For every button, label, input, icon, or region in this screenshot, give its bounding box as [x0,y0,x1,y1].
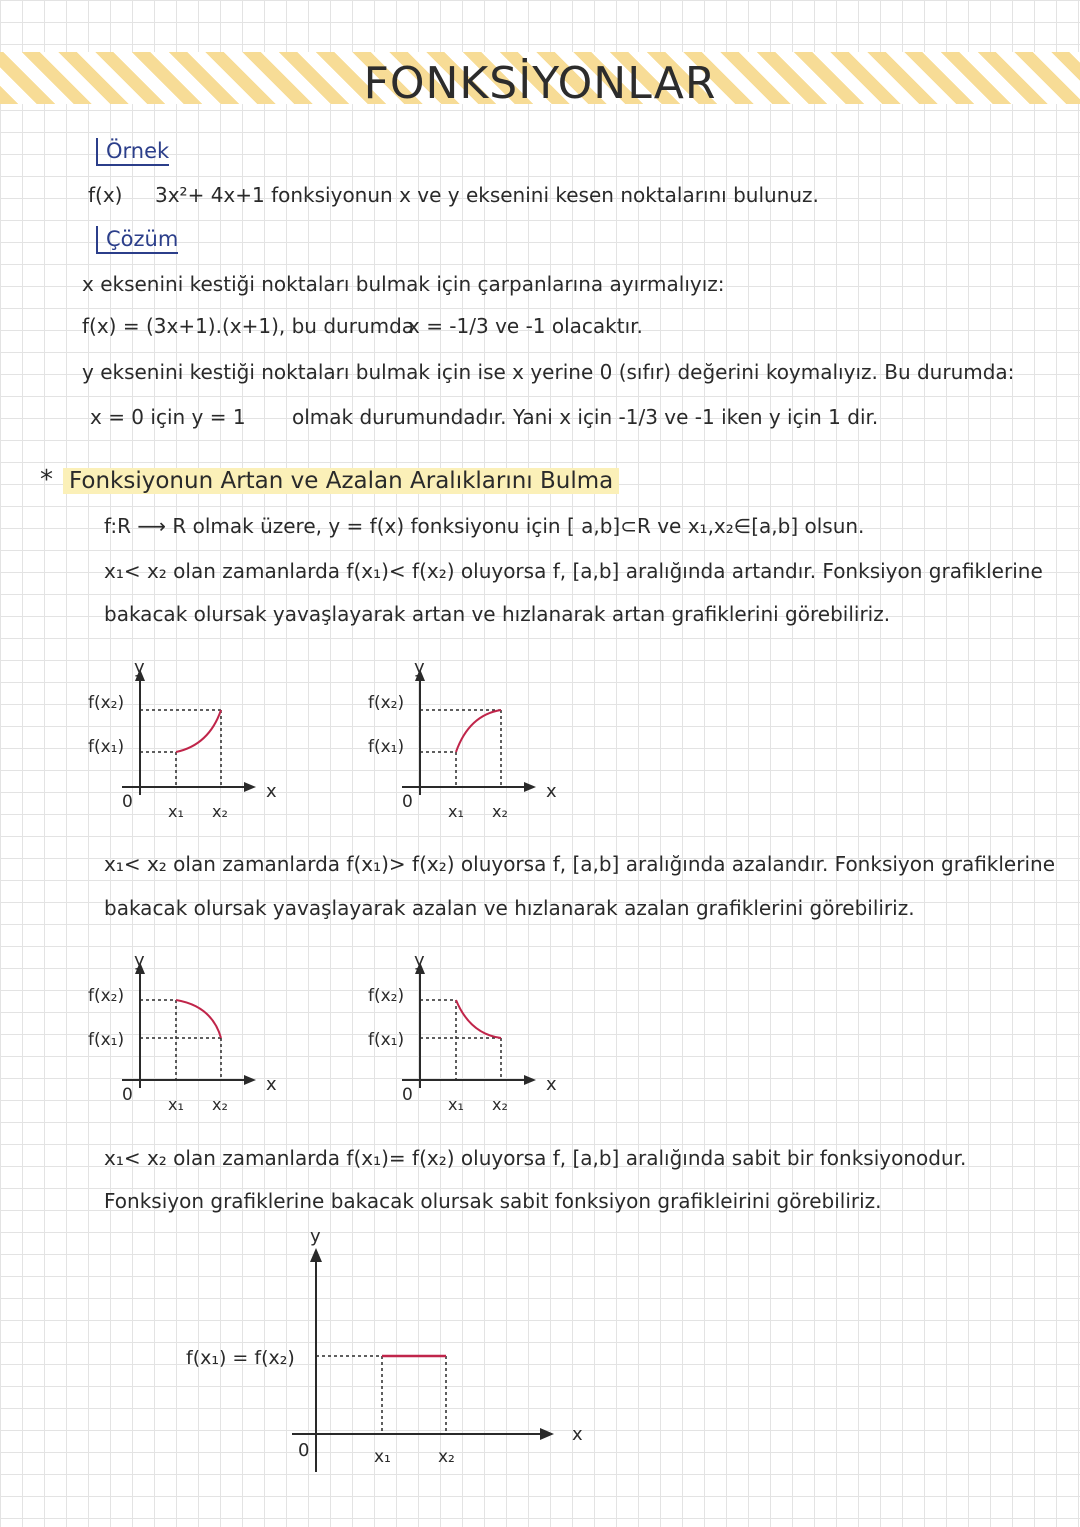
fx2-label: f(x₂) [88,693,125,713]
increasing-line-2: bakacak olursak yavaşlayarak artan ve hızlanarak artan grafiklerini görebiliriz. [104,602,891,626]
increasing-line-1: x₁< x₂ olan zamanlarda f(x₁)< f(x₂) oluyorsa f, [a,b] aralığında artandır. Fonksiyon grafiklerine [104,559,1043,583]
x-label: x [266,1074,277,1095]
y-arrow-icon [310,1248,322,1262]
fx2-label: f(x₂) [368,986,405,1006]
question-fx: f(x) [88,183,123,207]
definition-line: f:R ⟶ R olmak üzere, y = f(x) fonksiyonu için [ a,b]⊂R ve x₁,x₂∈[a,b] olsun. [104,514,865,538]
fx1-label: f(x₁) [368,737,405,757]
x-arrow-icon [524,1075,536,1085]
x-arrow-icon [524,782,536,792]
curve [456,1000,501,1038]
y-label: y [310,1226,321,1247]
section-heading [40,464,619,497]
decreasing-line-2: bakacak olursak yavaşlayarak azalan ve hızlanarak azalan grafiklerini görebiliriz. [104,896,915,920]
fx-equal-label: f(x₁) = f(x₂) [186,1347,295,1369]
solution-line-4a: x = 0 için y = 1 [90,405,246,429]
curve [176,1000,221,1038]
y-label: y [134,657,145,678]
question-text: 3x²+ 4x+1 fonksiyonun x ve y eksenini kesen noktalarını bulunuz. [155,183,819,207]
curve [176,710,221,752]
x-arrow-icon [244,1075,256,1085]
x-arrow-icon [244,782,256,792]
x2-label: x₂ [492,802,508,821]
origin-label: 0 [402,1085,413,1105]
x2-label: x₂ [212,802,228,821]
fx2-label: f(x₂) [368,693,405,713]
x-label: x [572,1424,583,1445]
solution-label: Çözüm [96,226,178,254]
decreasing-line-1: x₁< x₂ olan zamanlarda f(x₁)> f(x₂) oluyorsa f, [a,b] aralığında azalandır. Fonksiyon grafiklerine [104,852,1055,876]
x1-label: x₁ [168,802,184,821]
origin-label: 0 [122,792,133,812]
solution-line-3: y eksenini kestiği noktaları bulmak için ise x yerine 0 (sıfır) değerini koymalıyız. Bu durumda: [82,360,1015,384]
solution-line-1: x eksenini kestiği noktaları bulmak için çarpanlarına ayırmalıyız: [82,272,725,296]
y-label: y [414,657,425,678]
x1-label: x₁ [168,1095,184,1114]
solution-line-2b: x = -1/3 ve -1 olacaktır. [408,314,643,338]
fx1-label: f(x₁) [88,737,125,757]
origin-label: 0 [122,1085,133,1105]
graph-decreasing-fast [364,948,584,1128]
origin-label: 0 [298,1440,310,1461]
solution-line-4b: olmak durumundadır. Yani x için -1/3 ve -1 iken y için 1 dir. [292,405,879,429]
x2-label: x₂ [438,1447,455,1467]
section-heading-text: Fonksiyonun Artan ve Azalan Aralıklarını Bulma [63,468,619,494]
star-icon: * [40,465,53,495]
x-label: x [546,781,557,802]
x2-label: x₂ [212,1095,228,1114]
origin-label: 0 [402,792,413,812]
x1-label: x₁ [374,1447,391,1467]
fx1-label: f(x₁) [368,1030,405,1050]
x-label: x [266,781,277,802]
graph-increasing-slow [84,655,304,835]
constant-line-1: x₁< x₂ olan zamanlarda f(x₁)= f(x₂) oluyorsa f, [a,b] aralığında sabit bir fonksiyonodur. [104,1146,967,1170]
page-title: FONKSİYONLAR [363,58,717,109]
example-label: Örnek [96,138,169,166]
x-label: x [546,1074,557,1095]
solution-line-2a: f(x) = (3x+1).(x+1), bu durumda [82,314,415,338]
graph-constant [180,1222,610,1482]
y-label: y [134,950,145,971]
fx2-label: f(x₂) [88,986,125,1006]
y-label: y [414,950,425,971]
x2-label: x₂ [492,1095,508,1114]
graph-decreasing-slow [84,948,304,1128]
constant-line-2: Fonksiyon grafiklerine bakacak olursak sabit fonksiyon grafikleirini görebiliriz. [104,1189,882,1213]
x1-label: x₁ [448,802,464,821]
graph-increasing-fast [364,655,584,835]
x-arrow-icon [540,1428,554,1440]
curve [456,710,501,752]
x1-label: x₁ [448,1095,464,1114]
fx1-label: f(x₁) [88,1030,125,1050]
